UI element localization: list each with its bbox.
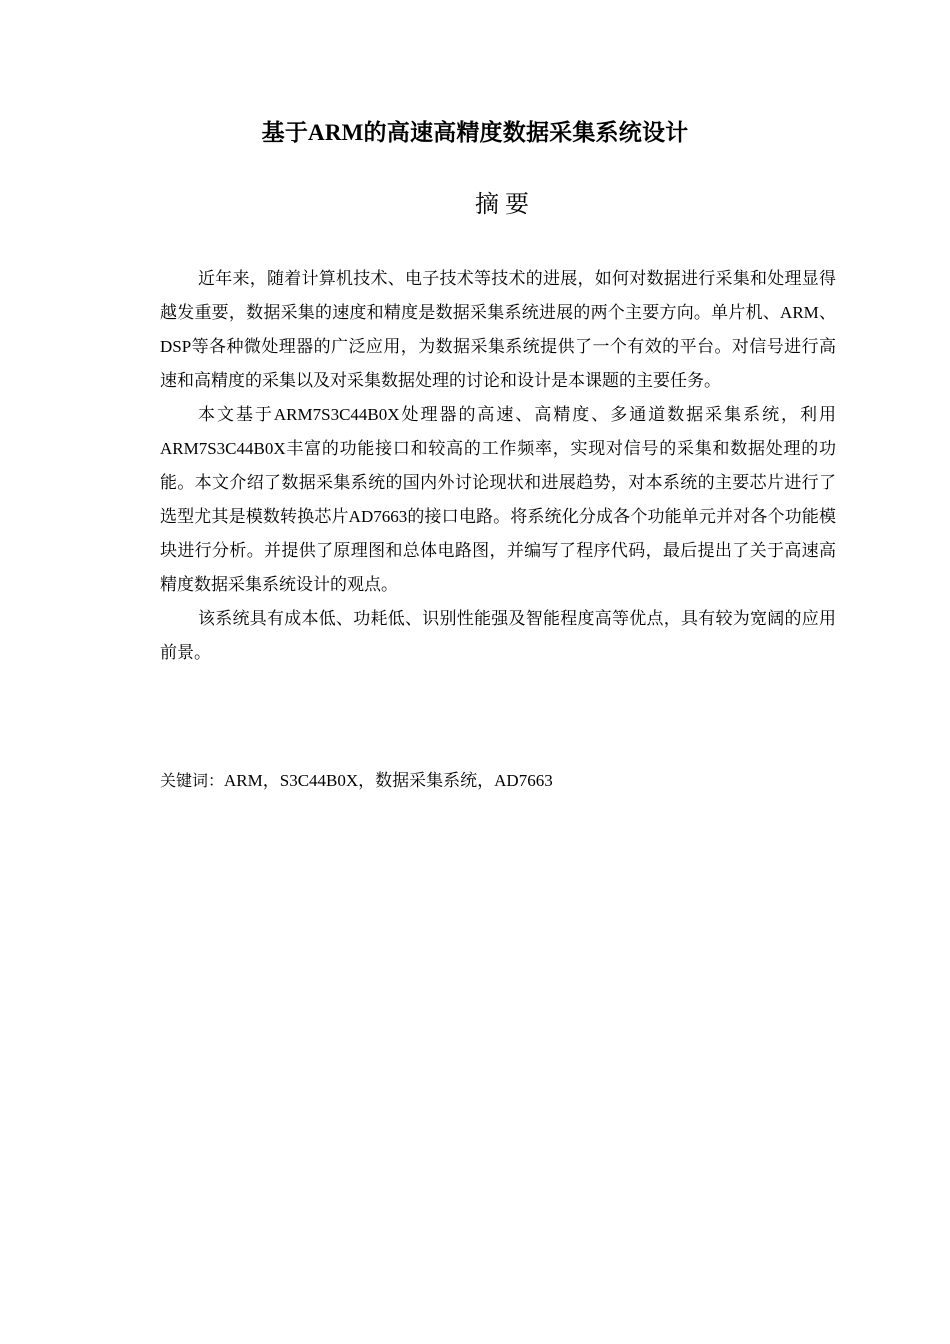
keywords-value: ARM，S3C44B0X，数据采集系统，AD7663 [224, 771, 553, 790]
keywords-label: 关键词： [160, 771, 225, 790]
abstract-paragraph-1: 近年来，随着计算机技术、电子技术等技术的进展，如何对数据进行采集和处理显得越发重要，数据采集的速度和精度是数据采集系统进展的两个主要方向。单片机、ARM、DSP等各种微处理器的广泛应用，为数据采集系统提供了一个有效的平台。对信号进行高速和高精度的采集以及对采集数据处理的讨论和设计是本课题的主要任务。 [160, 269, 836, 390]
abstract-paragraph-2: 本文基于ARM7S3C44B0X处理器的高速、高精度、多通道数据采集系统，利用ARM7S3C44B0X丰富的功能接口和较高的工作频率，实现对信号的采集和数据处理的功能。本文介绍了数据采集系统的国内外讨论现状和进展趋势，对本系统的主要芯片进行了选型尤其是模数转换芯片AD7663的接口电路。将系统化分成各个功能单元并对各个功能模块进行分析。并提供了原理图和总体电路图，并编写了程序代码，最后提出了关于高速高精度数据采集系统设计的观点。 [160, 405, 836, 594]
abstract-paragraph-3: 该系统具有成本低、功耗低、识别性能强及智能程度高等优点，具有较为宽阔的应用前景。 [160, 609, 836, 662]
abstract-heading: 摘要 [475, 190, 535, 218]
document-title: 基于ARM的高速高精度数据采集系统设计 [261, 120, 689, 145]
keywords-line [160, 764, 836, 798]
abstract-body [160, 262, 836, 670]
